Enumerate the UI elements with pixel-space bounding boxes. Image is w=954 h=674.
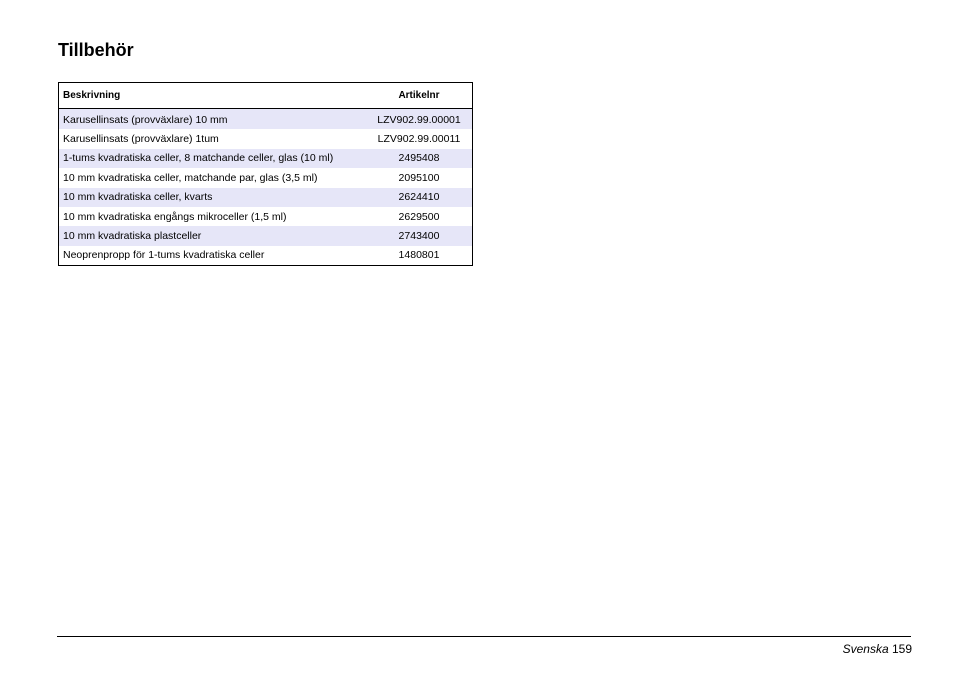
row-part-number: 2095100: [366, 168, 473, 187]
table-row: [59, 168, 473, 187]
page-number: 159: [891, 642, 912, 656]
row-part-number: LZV902.99.00011: [366, 129, 473, 148]
row-description: Neoprenpropp för 1-tums kvadratiska celler: [59, 246, 367, 266]
row-part-number: 1480801: [366, 246, 473, 266]
row-description: 10 mm kvadratiska celler, matchande par, glas (3,5 ml): [59, 168, 367, 187]
row-part-number: 2743400: [366, 226, 473, 245]
row-part-number: 2495408: [366, 149, 473, 168]
row-description: 1-tums kvadratiska celler, 8 matchande celler, glas (10 ml): [59, 149, 367, 168]
page-title: Tillbehör: [58, 40, 134, 60]
row-description: 10 mm kvadratiska plastceller: [59, 226, 367, 245]
accessories-table: [58, 82, 473, 266]
table-row: [59, 226, 473, 245]
row-description: 10 mm kvadratiska engångs mikroceller (1,5 ml): [59, 207, 367, 226]
table-row: [59, 129, 473, 148]
footer-divider: [57, 636, 911, 637]
row-part-number: 2624410: [366, 188, 473, 207]
table-header-row: [59, 83, 473, 109]
table-row: [59, 207, 473, 226]
row-description: Karusellinsats (provväxlare) 10 mm: [59, 109, 367, 130]
table-row: [59, 246, 473, 266]
table-row: [59, 188, 473, 207]
table-row: [59, 109, 473, 130]
footer-language: Svenska: [842, 642, 889, 656]
header-description: Beskrivning: [59, 83, 367, 109]
row-part-number: 2629500: [366, 207, 473, 226]
row-description: Karusellinsats (provväxlare) 1tum: [59, 129, 367, 148]
table-row: [59, 149, 473, 168]
header-part-number: Artikelnr: [366, 83, 473, 109]
page-footer: [843, 641, 912, 657]
row-part-number: LZV902.99.00001: [366, 109, 473, 130]
row-description: 10 mm kvadratiska celler, kvarts: [59, 188, 367, 207]
